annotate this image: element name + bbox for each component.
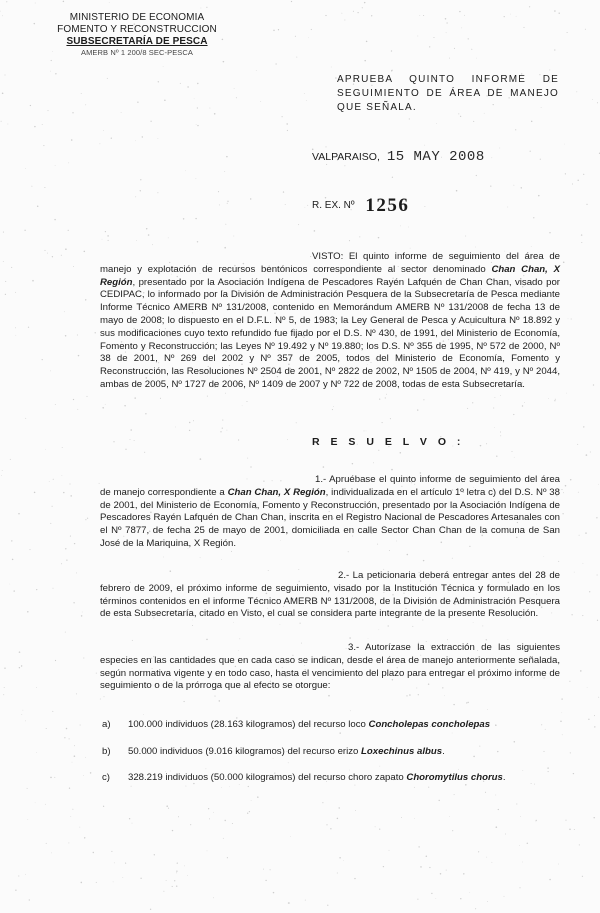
file-reference: AMERB Nº 1 200/8 SEC-PESCA bbox=[80, 48, 194, 57]
resolution-number-line bbox=[312, 195, 409, 217]
item-marker: c) bbox=[102, 772, 110, 783]
visto-sector: Chan Chan, X Región bbox=[100, 263, 560, 288]
species-item-b bbox=[102, 745, 560, 758]
item-tail: . bbox=[502, 772, 506, 783]
visto-lead: VISTO: El quinto informe de seguimiento del área bbox=[312, 251, 544, 262]
ministry-name: MINISTERIO DE ECONOMIA bbox=[69, 12, 205, 23]
ministry-header bbox=[52, 12, 222, 57]
article-2-lead: 2.- La peticionaria deberá entregar antes del 28 bbox=[338, 570, 546, 581]
article-2-paragraph bbox=[100, 570, 560, 621]
article-1-text-1: del área de manejo correspondiente a bbox=[100, 474, 561, 498]
item-species: Concholepas concholepas bbox=[368, 719, 491, 730]
item-text: 100.000 individuos (28.163 kilogramos) del recurso loco bbox=[128, 719, 366, 730]
item-marker: b) bbox=[102, 746, 111, 757]
item-tail: . bbox=[442, 746, 445, 757]
article-3-lead: 3.- Autorízase la extracción de las siguientes bbox=[348, 642, 560, 653]
visto-text-1: de manejo y explotación de recursos bentónicos correspondiente al sector denominado bbox=[100, 251, 560, 275]
species-item-c bbox=[102, 771, 560, 784]
visto-paragraph bbox=[100, 251, 560, 392]
species-item-a bbox=[102, 718, 560, 731]
visto-text-2: , presentado por la Asociación Indígena de Pescadores Rayén Lafquén de Chan Chan, visado por CEDIPAC, lo informado por la División de Administración Pesquera de la Subsecretaría de Pesca mediante Informe Técnico AMERB Nº 131/2008, contenido en Memorándum AMERB Nº 131/2008 de fecha 13 de mayo de 2008; lo dispuesto en el D.F.L. Nº 5, de 1983; la Ley General de Pesca y Acuicultura Nº 18.892 y sus modificaciones cuyo texto refundido fue fijado por el D.S. Nº 430, de 1991, del Ministerio de Economía, Fomento y Reconstrucción; las Leyes Nº 19.492 y Nº 19.880; los D.S. Nº 355 de 1995, Nº 572 de 2000, Nº 38 de 2001, Nº 269 del 2002 y Nº 357 de 2005, todos del Ministerio de Economía, Fomento y Reconstrucción, las Resoluciones Nº 2504 de 2001, Nº 2822 de 2002, Nº 1505 de 2004, Nº 419, y Nº 2044, ambas de 2005, Nº 1727 de 2006, Nº 1409 de 2007 y Nº 722 de 2008, todas de esta Subsecretaría. bbox=[100, 276, 560, 390]
ministry-name-line2: FOMENTO Y RECONSTRUCCION bbox=[57, 24, 217, 35]
place-name: VALPARAISO, bbox=[312, 151, 380, 163]
article-3-paragraph bbox=[100, 642, 560, 693]
article-1-paragraph bbox=[100, 474, 560, 551]
item-text: 328.219 individuos (50.000 kilogramos) del recurso choro zapato bbox=[128, 772, 404, 783]
place-date-line bbox=[312, 149, 485, 165]
article-2-text: de febrero de 2009, el próximo informe de seguimiento, visado por la Institución Técnica y formulado en los términos contenidos en el informe Técnico AMERB Nº 131/2008, de la División de Administración Pesquera de esta Subsecretaría, citado en Visto, el cual se considera parte integrante de la presente Resolución. bbox=[100, 570, 560, 620]
subsecretariat-name: SUBSECRETARÍA DE PESCA bbox=[66, 36, 208, 47]
date-stamp: 15 MAY 2008 bbox=[386, 149, 485, 165]
resolution-number-stamp: 1256 bbox=[365, 195, 410, 216]
item-text: 50.000 individuos (9.016 kilogramos) del recurso erizo bbox=[128, 746, 359, 757]
item-marker: a) bbox=[102, 719, 111, 730]
resolution-subject: APRUEBA QUINTO INFORME DE SEGUIMIENTO DE ÁREA DE MANEJO QUE SEÑALA. bbox=[337, 74, 559, 113]
article-3-text: especies en las cantidades que en cada caso se indican, desde el área de manejo anteriormente señalada, según normativa vigente y en todo caso, hasta el vencimiento del plazo para entregar el próximo informe de seguimiento o de la prórroga que al efecto se otorgue: bbox=[100, 654, 560, 692]
item-species: Loxechinus albus bbox=[361, 746, 443, 757]
article-1-text-2: , individualizada en el artículo 1º letra c) del D.S. Nº 38 de 2001, del Ministerio de Economía, Fomento y Reconstrucción, presentado por la Asociación Indígena de Pescadores Rayén Lafquén de Chan Chan, inscrita en el Registro Nacional de Pescadores Artesanales con el Nº 7877, de fecha 25 de mayo de 2001, domiciliada en calle Sector Chan Chan de la comuna de San José de la Mariquina, X Región. bbox=[100, 486, 560, 549]
article-1-sector: Chan Chan, X Región bbox=[227, 486, 326, 498]
article-1-lead: 1.- Apruébase el quinto informe de seguimiento bbox=[315, 474, 522, 485]
item-species: Choromytilus chorus bbox=[406, 772, 503, 783]
resolution-number-label: R. EX. Nº bbox=[312, 200, 355, 211]
resuelvo-heading: R E S U E L V O : bbox=[312, 436, 465, 448]
